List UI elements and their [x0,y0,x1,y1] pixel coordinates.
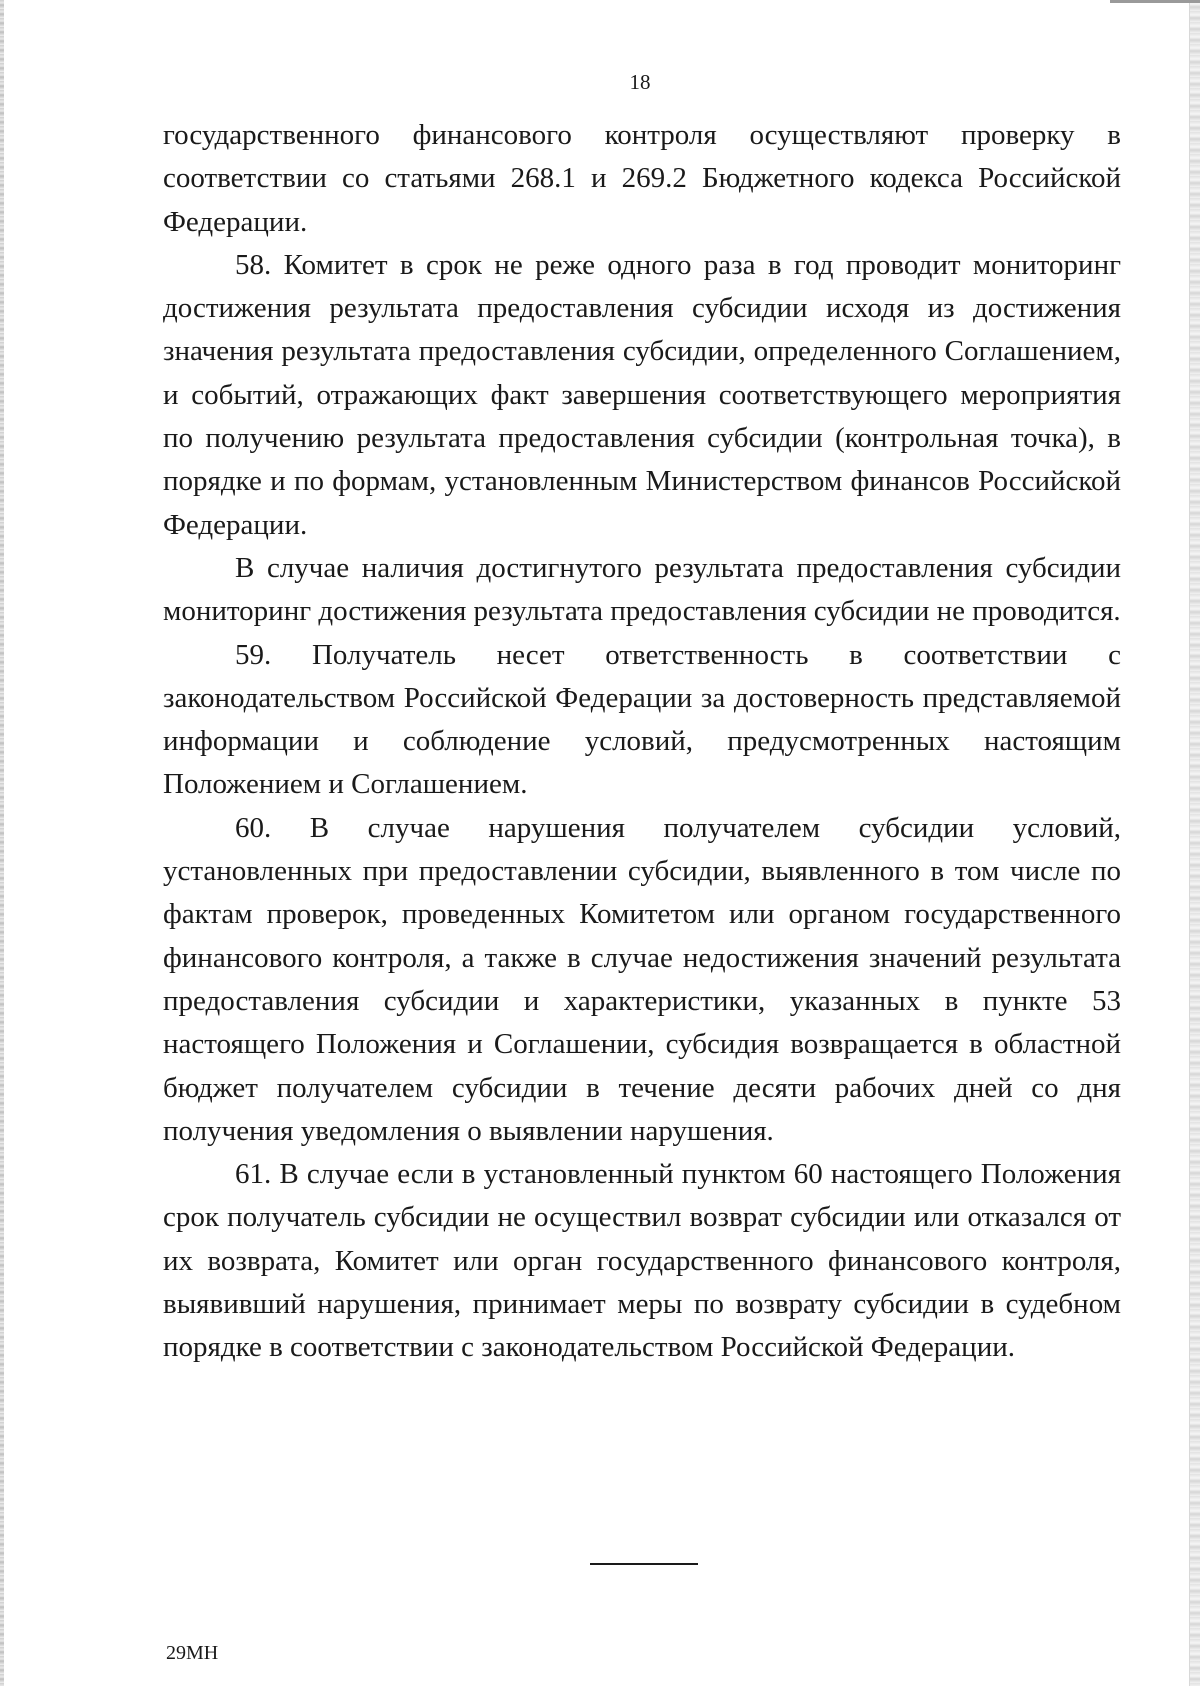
paragraph-continuation: государственного финансового контроля осуществляют проверку в соответствии со статьями 268.1 и 269.2 Бюджетного кодекса Российской Федерации. [163,119,1121,238]
scan-corner-mark [1110,0,1200,3]
paragraph-59: 59. Получатель несет ответственность в соответствии с законодательством Российской Федерации за достоверность представляемой информации и соблюдение условий, предусмотренных настоящим Положением и Соглашением. [163,638,1121,801]
document-code: 29МН [166,1642,219,1664]
paragraph-60: 60. В случае нарушения получателем субсидии условий, установленных при предоставлении субсидии, выявленного в том числе по фактам проверок, проведенных Комитетом или органом государственного финансового контроля, а также в случае недостижения значений результата предоставления субсидии и характеристики, указанных в пункте 53 настоящего Положения и Соглашении, субсидия возвращается в областной бюджет получателем субсидии в течение десяти рабочих дней со дня получения уведомления о выявлении нарушения. [163,811,1121,1147]
end-of-document-rule [590,1563,698,1565]
document-body [163,114,1121,1370]
scan-edge-right [1189,0,1200,1686]
page-number: 18 [629,70,651,94]
paragraph-58: 58. Комитет в срок не реже одного раза в год проводит мониторинг достижения результата предоставления субсидии исходя из достижения значения результата предоставления субсидии, определенного Соглашением, и событий, отражающих факт завершения соответствующего мероприятия по получению результата предоставления субсидии (контрольная точка), в порядке и по формам, установленным Министерством финансов Российской Федерации. [163,248,1121,541]
paragraph-58-note: В случае наличия достигнутого результата предоставления субсидии мониторинг достижения результата предоставления субсидии не проводится. [163,551,1121,628]
paragraph-61: 61. В случае если в установленный пунктом 60 настоящего Положения срок получатель субсидии не осуществил возврат субсидии или отказался от их возврата, Комитет или орган государственного финансового контроля, выявивший нарушения, принимает меры по возврату субсидии в судебном порядке в соответствии с законодательством Российской Федерации. [163,1158,1121,1364]
scan-edge-left [0,0,4,1686]
